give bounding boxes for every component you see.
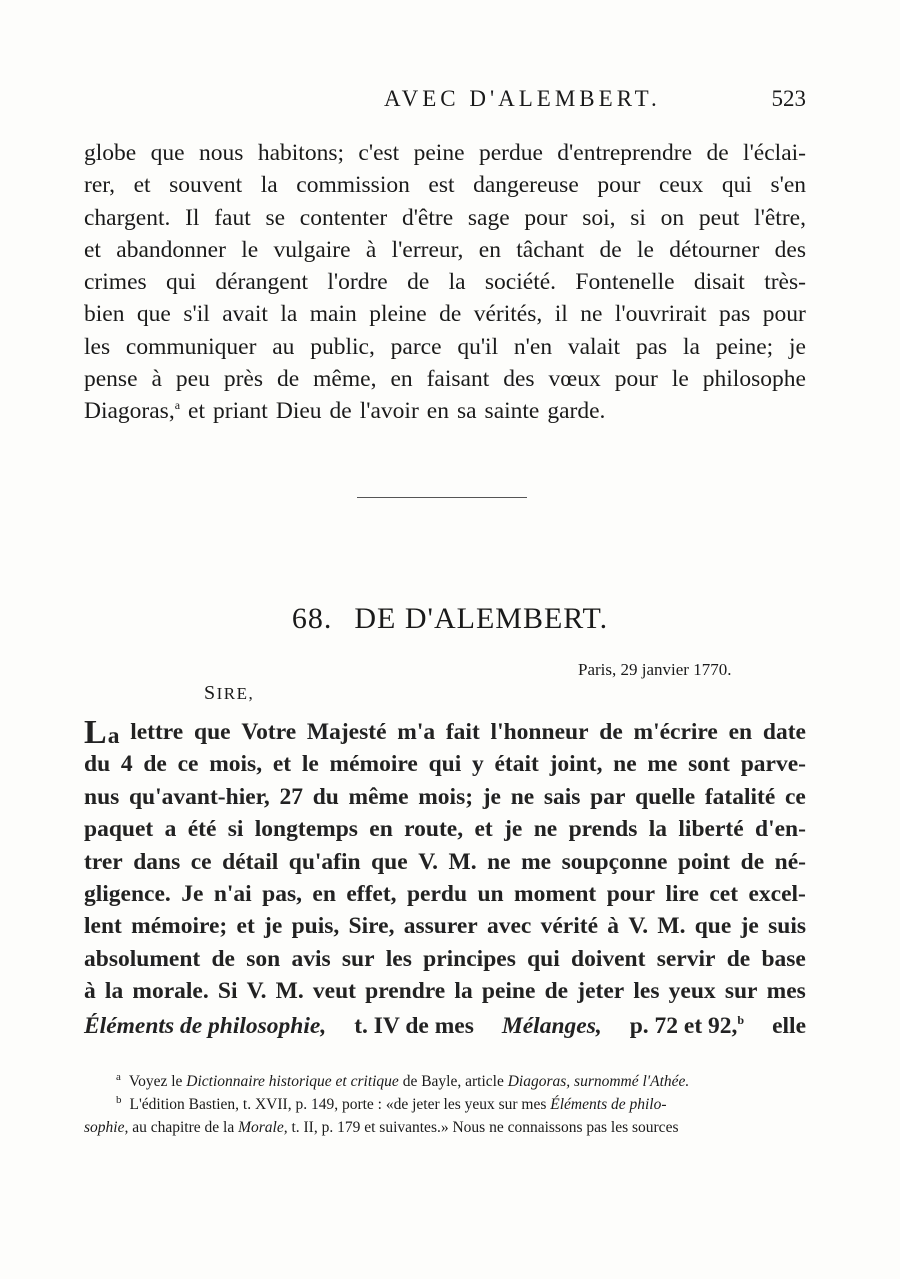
body-line: Éléments de philosophie, t. IV de mes Mélanges, p. 72 et 92,$^b$ elle — [84, 1010, 806, 1042]
body-word: ne — [510, 783, 535, 810]
body-word: public, — [310, 333, 375, 360]
body-word: mois; — [418, 783, 474, 810]
body-word: V. — [418, 848, 439, 875]
body-word: veut — [312, 978, 356, 1005]
body-word: à — [365, 236, 377, 263]
body-word: je — [264, 913, 283, 940]
body-word: détourner — [669, 236, 760, 263]
body-word: perdue — [478, 140, 543, 166]
body-word: que — [150, 140, 185, 166]
body-word: morale. — [132, 978, 209, 1005]
body-word: rer, — [84, 172, 116, 199]
body-word: ce — [784, 783, 806, 810]
body-word: été — [187, 816, 217, 843]
body-word: à — [151, 366, 162, 393]
body-word: tâchant — [516, 236, 585, 263]
body-word: base — [761, 945, 806, 972]
body-word: la — [260, 172, 278, 199]
footnote-b-continued: sophie, au chapitre de la Morale, t. II, p. 179 et suivantes.» Nous ne connaissons pas les sources — [84, 1119, 679, 1136]
body-word: faisant — [426, 366, 490, 393]
body-word: La — [84, 714, 120, 751]
body-word: se — [265, 204, 286, 231]
body-word: dans — [133, 848, 181, 875]
body-word: en — [426, 398, 449, 425]
body-word: a — [164, 816, 177, 843]
body-word: m'écrire — [633, 719, 718, 745]
body-word: doivent — [571, 945, 646, 972]
body-word: Diagoras,$^a$ — [84, 398, 181, 425]
body-word: est — [428, 172, 455, 199]
body-word: Votre — [241, 719, 297, 745]
body-word: le — [241, 236, 259, 263]
body-word: de — [599, 236, 622, 263]
body-word: me — [521, 848, 552, 875]
body-word: m'a — [397, 719, 436, 745]
body-word: vœux — [548, 366, 601, 393]
body-word: sur — [724, 978, 758, 1005]
body-word: détail — [222, 848, 279, 875]
footnote-b: $^b$ L'édition Bastien, t. XVII, p. 149, porte : «de jeter les yeux sur mes Éléments de philo- — [116, 1093, 667, 1113]
body-word: liberté — [678, 816, 744, 843]
body-word: des — [503, 366, 535, 393]
body-word: dangereuse — [473, 172, 579, 199]
body-word: en — [478, 236, 501, 263]
body-word: à — [84, 978, 96, 1005]
body-word: chargent. — [84, 204, 171, 231]
body-word: l'éclai- — [743, 140, 806, 166]
body-word: communiquer — [125, 333, 257, 360]
body-line — [84, 975, 806, 1007]
body-word: s'en — [770, 172, 806, 199]
body-word: soi, — [582, 204, 616, 231]
body-word: disait — [693, 269, 745, 296]
body-word: paquet — [84, 816, 154, 843]
body-word: Dieu — [275, 398, 322, 425]
body-word: ne — [487, 848, 511, 875]
body-word: et — [272, 751, 292, 778]
body-word: qu'avant-hier, — [128, 783, 270, 810]
body-word: à — [607, 913, 620, 940]
body-word: le — [636, 236, 654, 263]
body-word: et — [188, 398, 206, 425]
body-word: fatalité — [704, 783, 776, 810]
body-word: et — [474, 816, 493, 843]
body-line — [84, 910, 806, 942]
body-word: globe — [84, 140, 137, 166]
body-word: puis, — [291, 913, 340, 940]
body-word: ne — [613, 751, 637, 778]
body-word: bien — [84, 301, 125, 328]
body-word: suis — [768, 913, 806, 940]
body-word: de — [599, 719, 623, 745]
section-divider — [357, 497, 527, 498]
body-word: sa — [456, 398, 477, 425]
body-word: vérité — [540, 913, 599, 940]
body-line — [84, 169, 806, 201]
body-word: 27 — [279, 783, 303, 810]
body-line — [84, 943, 806, 975]
letter-body — [84, 716, 806, 1008]
book-title-melanges: Mélanges, — [501, 1013, 602, 1039]
body-word: d'entreprendre — [557, 140, 693, 166]
body-word: en — [312, 880, 336, 907]
body-word: la — [683, 333, 700, 360]
body-line — [84, 813, 806, 845]
body-word: qui — [165, 269, 197, 296]
body-word: c'est — [358, 140, 400, 166]
body-word: du — [312, 783, 339, 810]
body-word: qu'il — [457, 333, 499, 360]
body-line — [84, 266, 806, 298]
footnote-a: $^a$ Voyez le Dictionnaire historique et critique de Bayle, article Diagoras, surnommé l'Athée. — [116, 1070, 690, 1090]
footnote-ref-b: b — [737, 1013, 745, 1028]
body-word: l'erreur, — [391, 236, 464, 263]
body-word: de — [329, 398, 352, 425]
body-word: pas — [635, 333, 668, 360]
body-word: de — [407, 269, 430, 296]
body-word: crimes — [84, 269, 147, 296]
body-word: yeux — [668, 978, 716, 1005]
body-word: que — [136, 301, 171, 328]
body-word: il — [554, 301, 568, 328]
body-word: pleine — [369, 301, 427, 328]
body-word: la — [104, 978, 124, 1005]
body-word: faut — [214, 204, 251, 231]
body-word: vulgaire — [273, 236, 351, 263]
body-line — [84, 781, 806, 813]
body-word: ne — [580, 301, 603, 328]
footnote-ref-a: a — [174, 398, 181, 413]
body-word: abandonner — [116, 236, 226, 263]
body-word: philosophe — [702, 366, 806, 393]
body-word: absolument — [84, 945, 201, 972]
body-word: nous — [199, 140, 244, 166]
dateline: Paris, 29 janvier 1770. — [578, 660, 732, 679]
body-word: avis — [291, 945, 331, 972]
body-word: valait — [567, 333, 621, 360]
body-word: moment — [514, 880, 597, 907]
body-word: habitons; — [257, 140, 344, 166]
body-line — [84, 846, 806, 878]
letter-body-last-line — [84, 1010, 806, 1042]
body-word: l'avoir — [359, 398, 419, 425]
body-word: qu'afin — [288, 848, 361, 875]
body-word: les — [385, 945, 412, 972]
page-header — [84, 86, 806, 122]
body-word: servir — [656, 945, 716, 972]
body-word: Je — [181, 880, 204, 907]
letter-heading — [0, 602, 900, 636]
body-word: pense — [84, 366, 138, 393]
body-line — [84, 137, 806, 169]
body-word: peu — [175, 366, 210, 393]
body-line — [84, 714, 806, 751]
body-word: les — [84, 333, 111, 360]
body-word: contenter — [299, 204, 388, 231]
letter-title: DE D'ALEMBERT. — [354, 602, 609, 635]
body-word: vérités, — [473, 301, 543, 328]
body-word: ceux — [658, 172, 704, 199]
body-word: pas — [718, 301, 751, 328]
body-word: soupçonne — [561, 848, 668, 875]
body-word: que — [371, 848, 408, 875]
body-word: cet — [709, 880, 739, 907]
body-word: très- — [764, 269, 806, 296]
body-word: de — [740, 848, 765, 875]
body-word: avait — [222, 301, 268, 328]
body-word: de — [726, 945, 751, 972]
body-word: pas, — [262, 880, 302, 907]
body-word: parce — [390, 333, 442, 360]
body-word: peine — [413, 140, 465, 166]
body-line — [84, 363, 806, 395]
body-word: peine — [481, 978, 536, 1005]
body-word: d'en- — [755, 816, 806, 843]
body-word: près — [223, 366, 263, 393]
body-word: pour — [597, 172, 641, 199]
body-word: 4 — [120, 751, 133, 778]
body-word: jeter — [577, 978, 625, 1005]
running-head: AVEC D'ALEMBERT. — [384, 86, 661, 111]
body-word: qui — [428, 751, 462, 778]
body-word: pour — [524, 204, 568, 231]
body-word: de — [276, 366, 300, 393]
body-word: le — [301, 751, 319, 778]
body-word: l'être, — [754, 204, 806, 231]
body-word: si — [227, 816, 244, 843]
body-word: et — [236, 913, 255, 940]
body-line — [84, 234, 806, 266]
body-word: ce — [177, 751, 199, 778]
body-word: joint, — [549, 751, 603, 778]
body-word: parve- — [740, 751, 806, 778]
body-word: des — [774, 236, 806, 263]
body-word: assurer — [403, 913, 478, 940]
body-word: qui — [527, 945, 560, 972]
body-word: priant — [213, 398, 268, 425]
body-word: peut — [698, 204, 740, 231]
body-word: trer — [84, 848, 123, 875]
body-word: mémoire — [329, 751, 418, 778]
body-line — [84, 202, 806, 234]
body-word: au — [272, 333, 295, 360]
body-line — [84, 395, 806, 427]
body-word: fait — [445, 719, 480, 745]
body-word: la — [280, 301, 298, 328]
body-word: de — [143, 751, 167, 778]
drop-cap: L — [84, 714, 107, 751]
body-word: lire — [665, 880, 699, 907]
body-word: du — [84, 751, 111, 778]
body-word: M. — [275, 978, 304, 1005]
body-word: quelle — [635, 783, 696, 810]
body-word: mémoire; — [131, 913, 228, 940]
body-word: société. — [484, 269, 557, 296]
body-word: de — [544, 978, 569, 1005]
body-word: sont — [688, 751, 730, 778]
book-title-elements: Éléments de philosophie, — [84, 1013, 327, 1039]
body-word: avec — [486, 913, 532, 940]
body-line — [84, 748, 806, 780]
body-word: je — [788, 333, 806, 360]
body-word: la — [648, 816, 668, 843]
carryover-paragraph — [84, 137, 806, 428]
body-word: s'il — [183, 301, 210, 328]
footnotes — [84, 1070, 806, 1139]
letter-number: 68. — [291, 602, 333, 635]
body-word: par — [590, 783, 626, 810]
body-word: de — [706, 140, 729, 166]
body-word: prends — [568, 816, 638, 843]
salutation: SIRE, — [204, 682, 255, 704]
body-word: en — [728, 719, 753, 745]
body-line — [84, 298, 806, 330]
body-word: souvent — [169, 172, 243, 199]
body-word: je — [740, 913, 759, 940]
body-word: l'ouvrirait — [614, 301, 707, 328]
body-word: me — [647, 751, 678, 778]
body-word: ce — [190, 848, 212, 875]
body-word: en — [369, 816, 393, 843]
body-word: le — [671, 366, 689, 393]
body-word: je — [482, 783, 501, 810]
body-word: V. — [628, 913, 649, 940]
body-word: prendre — [365, 978, 446, 1005]
body-word: pour — [606, 880, 656, 907]
body-word: garde. — [547, 398, 606, 425]
body-word: je — [504, 816, 523, 843]
body-word: l'honneur — [490, 719, 589, 745]
body-word: même, — [313, 366, 377, 393]
body-word: gligence. — [84, 880, 171, 907]
body-word: un — [477, 880, 504, 907]
body-word: n'ai — [213, 880, 252, 907]
body-word: même — [348, 783, 409, 810]
body-word: sage — [467, 204, 510, 231]
body-word: d'être — [401, 204, 454, 231]
body-word: Si — [217, 978, 238, 1005]
body-word: Majesté — [306, 719, 387, 745]
body-word: y — [471, 751, 484, 778]
body-word: nus — [84, 783, 120, 810]
body-word: commission — [296, 172, 410, 199]
body-word: Sire, — [348, 913, 395, 940]
body-word: Il — [185, 204, 200, 231]
body-word: effet, — [346, 880, 397, 907]
body-word: mois, — [209, 751, 263, 778]
body-word: point — [677, 848, 731, 875]
body-word: peine; — [715, 333, 774, 360]
body-word: ne — [533, 816, 558, 843]
body-word: son — [246, 945, 281, 972]
body-word: on — [660, 204, 685, 231]
body-word: main — [309, 301, 357, 328]
body-word: l'ordre — [327, 269, 388, 296]
body-word: M. — [448, 848, 477, 875]
body-word: excel- — [748, 880, 806, 907]
body-word: sais — [543, 783, 581, 810]
page-number: 523 — [771, 86, 806, 111]
body-word: et — [84, 236, 101, 263]
body-word: et — [133, 172, 151, 199]
body-word: en — [390, 366, 413, 393]
body-word: V. — [246, 978, 267, 1005]
body-word: date — [762, 719, 806, 745]
body-word: pour — [614, 366, 658, 393]
body-word: principes — [423, 945, 516, 972]
body-word: les — [633, 978, 660, 1005]
body-line — [84, 878, 806, 910]
body-word: sur — [341, 945, 375, 972]
body-word: de — [211, 945, 235, 972]
body-word: né- — [774, 848, 806, 875]
body-word: qui — [721, 172, 752, 199]
body-word: la — [454, 978, 473, 1005]
body-word: était — [494, 751, 539, 778]
body-word: n'en — [513, 333, 553, 360]
body-word: la — [448, 269, 466, 296]
body-word: route, — [404, 816, 464, 843]
body-word: M. — [657, 913, 686, 940]
body-word: que — [194, 719, 231, 745]
body-word: longtemps — [254, 816, 358, 843]
body-word: pour — [762, 301, 806, 328]
body-word: lettre — [130, 719, 184, 745]
body-word: Fontenelle — [575, 269, 675, 296]
body-word: lent — [84, 913, 122, 940]
body-word: que — [694, 913, 732, 940]
body-word: de — [439, 301, 462, 328]
body-word: mes — [766, 978, 806, 1005]
body-word: sainte — [484, 398, 540, 425]
body-word: perdu — [406, 880, 468, 907]
body-word: dérangent — [215, 269, 309, 296]
body-word: si — [630, 204, 646, 231]
body-line — [84, 331, 806, 363]
